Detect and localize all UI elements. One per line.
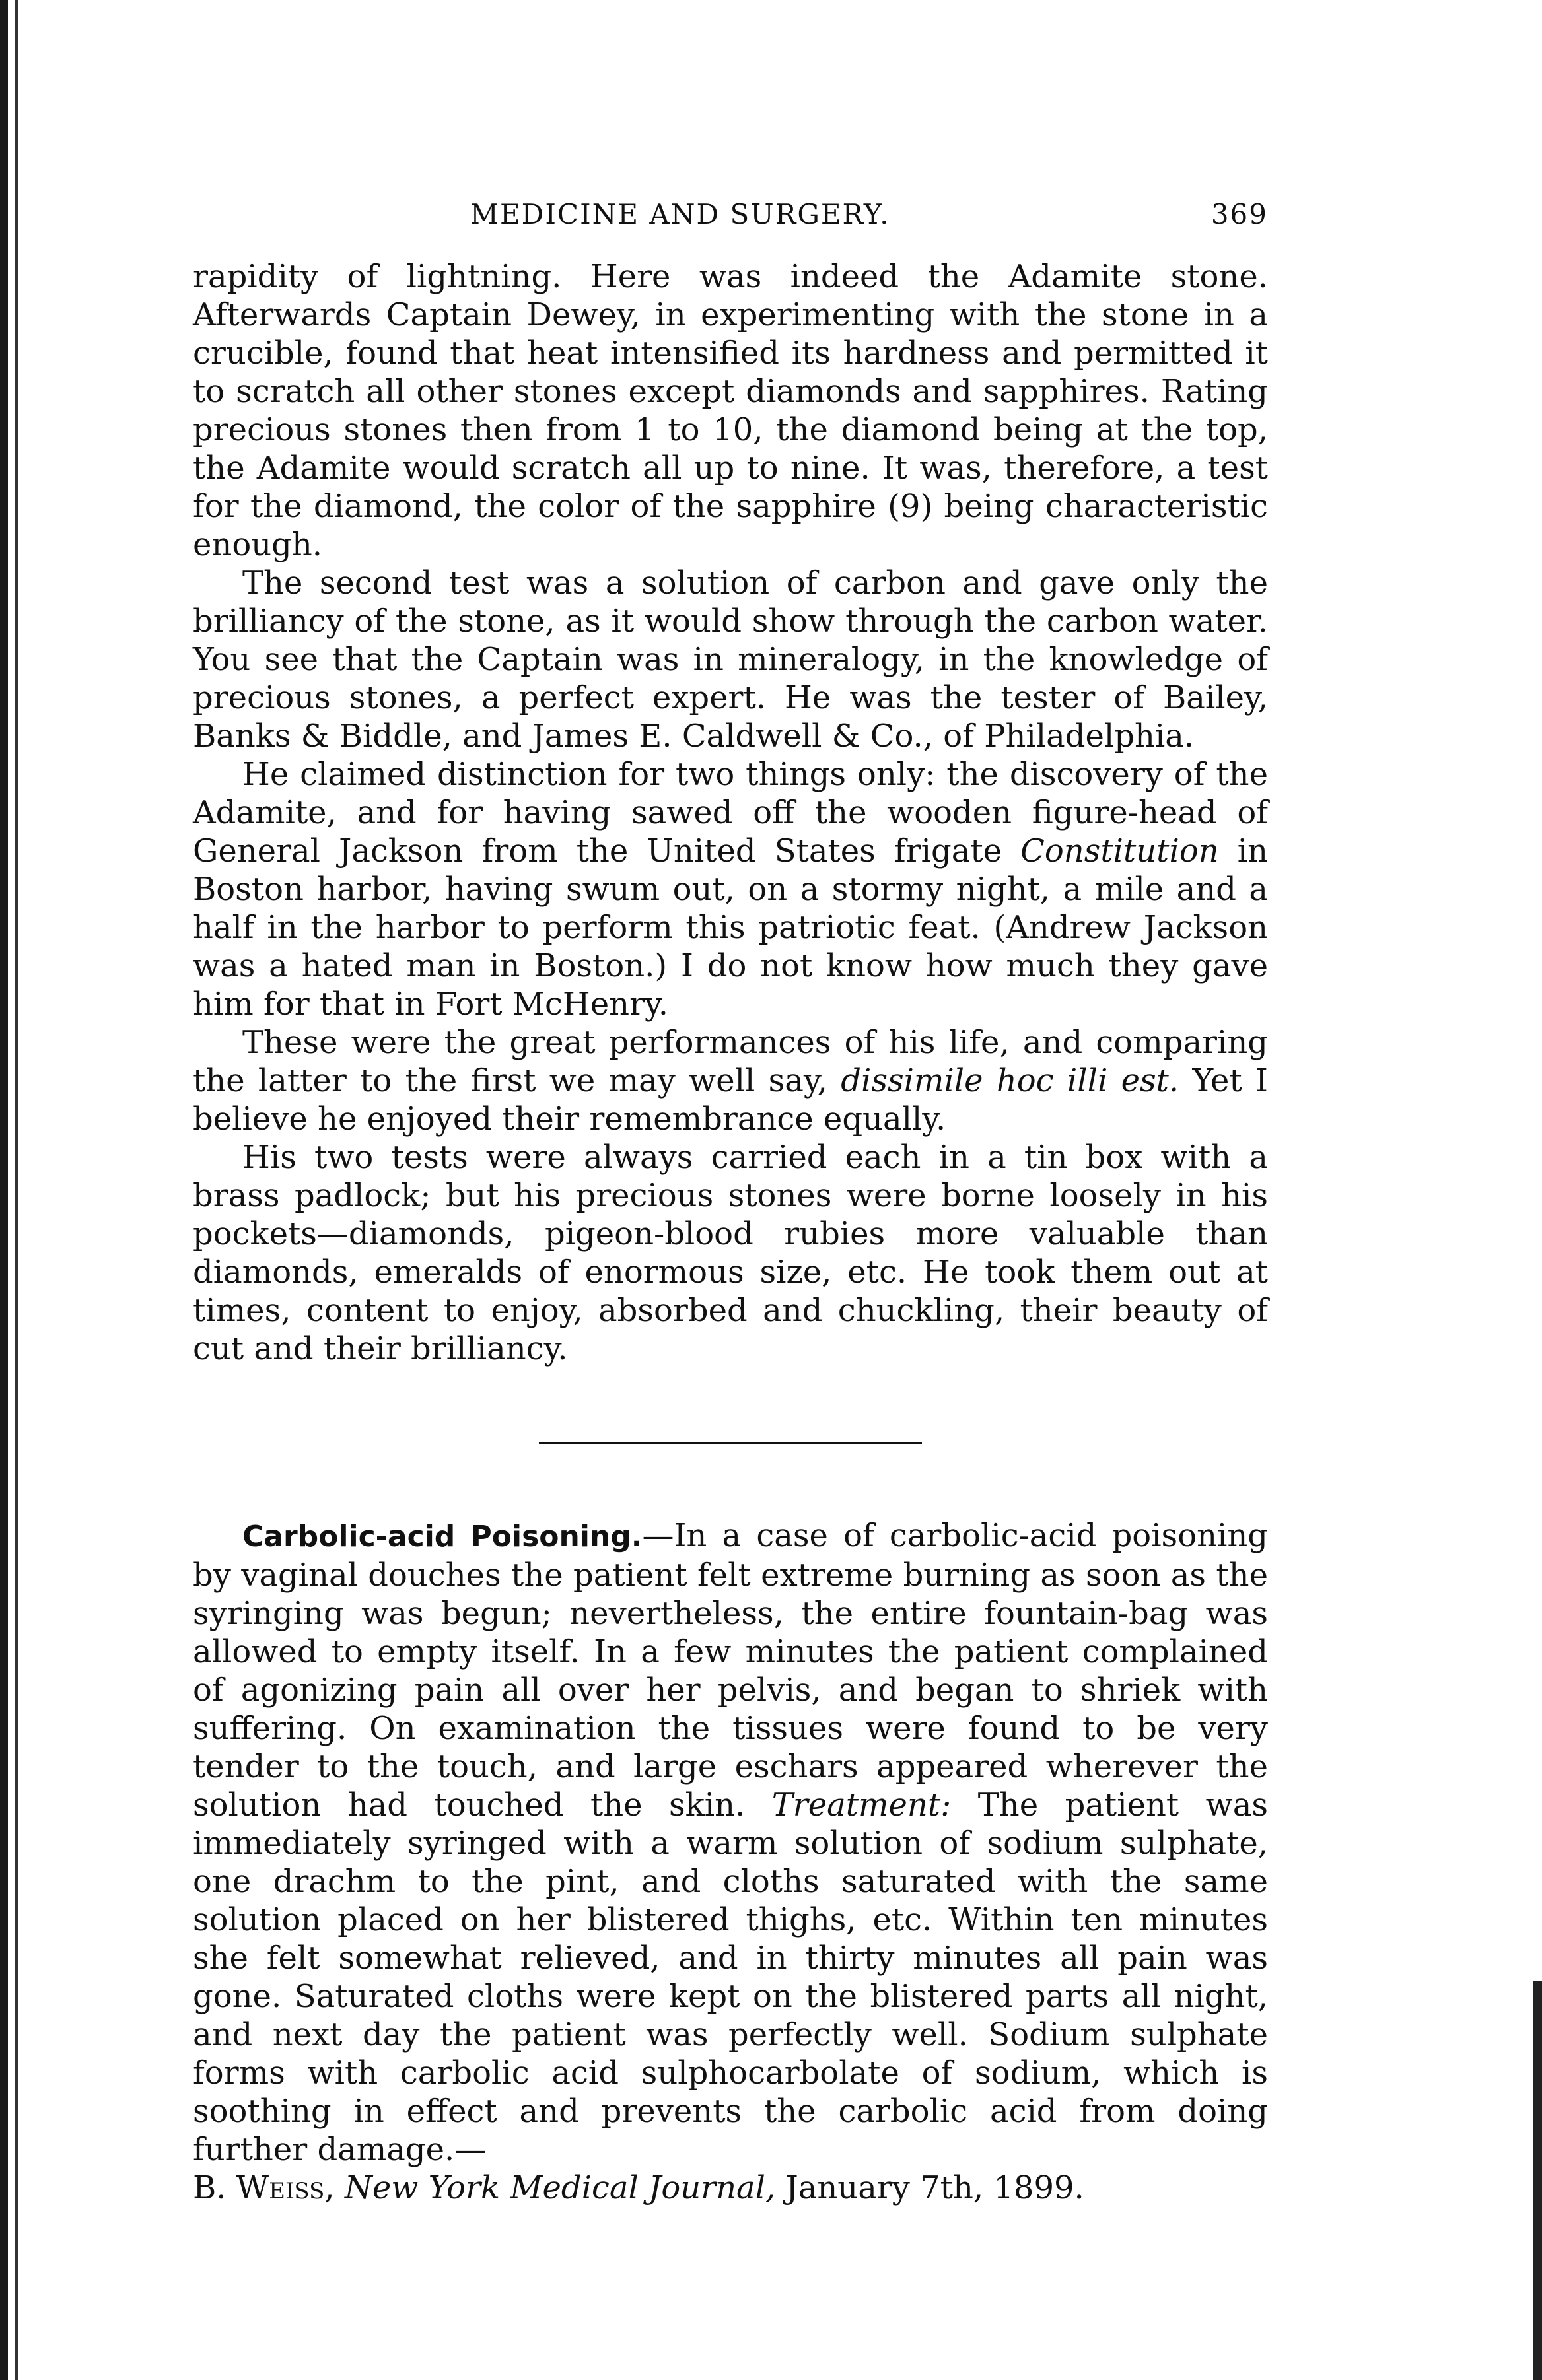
article-heading: Carbolic-acid Poisoning. (242, 1520, 643, 1553)
paragraph-text: These were the great performances of his life, and comparing the latter to the first we may well say, (193, 1024, 1268, 1099)
latin-phrase: dissimile hoc illi est. (841, 1062, 1179, 1099)
paragraph-text: in Boston harbor, having swum out, on a stormy night, a mile and a half in the harbor to perform this patriotic feat. (Andrew Jackson was a hated man in Boston.) I do not know how much they gave him for that in Fort McHenry. (193, 833, 1269, 1023)
page (193, 198, 1268, 2207)
page-number: 369 (1210, 198, 1268, 230)
section-divider (539, 1442, 922, 1444)
ship-name: Constitution (1020, 833, 1219, 869)
article-paragraph (193, 1516, 1268, 2207)
scan-edge (1533, 1981, 1542, 2380)
paragraph-text: His two tests were always carried each in a tin box with a brass padlock; but his precious stones were borne loosely in his pockets—diamonds, pigeon-blood rubies more valuable than diamonds, emeralds of enormous size, etc. He took them out at times, content to enjoy, absorbed and chuckling, their beauty of cut and their brilliancy. (193, 1139, 1268, 1367)
paragraph-text: The second test was a solution of carbon and gave only the brilliancy of the stone, as it would show through the carbon water. You see that the Captain was in mineralogy, in the knowledge of precious stones, a perfect expert. He was the tester of Bailey, Banks & Biddle, and James E. Caldwell & Co., of Philadelphia. (193, 564, 1268, 755)
paragraph-text: rapidity of lightning. Here was indeed the Adamite stone. Afterwards Captain Dewey, in experimenting with the stone in a crucible, found that heat intensified its hardness and permitted it to scratch all other stones except diamonds and sapphires. Rating precious stones then from 1 to 10, the diamond being at the top, the Adamite would scratch all up to nine. It was, therefore, a test for the diamond, the color of the sapphire (9) being characteristic enough. (193, 258, 1268, 563)
scan-edge (0, 0, 8, 2380)
paragraph (193, 564, 1268, 755)
running-header (193, 198, 1268, 257)
paragraph (193, 755, 1268, 1023)
citation-author: B. Weiss, (193, 2169, 335, 2206)
citation-journal: New York Medical Journal, (344, 2169, 776, 2206)
paragraph (193, 257, 1268, 564)
paragraph-text: Yet I believe he enjoyed their remembrance equally. (193, 1062, 1269, 1138)
paragraph (193, 1023, 1268, 1138)
paragraph (193, 1138, 1268, 1368)
paragraph-text: The patient was immediately syringed with a warm solution of sodium sulphate, one drachm to the pint, and cloths saturated with the same solution placed on her blistered thighs, etc. Within ten minutes she felt somewhat relieved, and in thirty minutes all pain was gone. Saturated cloths were kept on the blistered parts all night, and next day the patient was perfectly well. Sodium sulphate forms with carbolic acid sulphocarbolate of sodium, which is soothing in effect and prevents the carbolic acid from doing further damage.— (193, 1786, 1268, 2168)
citation-date: January 7th, 1899. (785, 2169, 1084, 2206)
scan-edge (15, 0, 18, 2380)
paragraph-text: He claimed distinction for two things only: the discovery of the Adamite, and for having sawed off the wooden figure-head of General Jackson from the United States frigate (193, 756, 1268, 869)
paragraph-text: —In a case of carbolic-acid poisoning by vaginal douches the patient felt extreme burning as soon as the syringing was begun; nevertheless, the entire fountain-bag was allowed to empty itself. In a few minutes the patient complained of agonizing pain all over her pelvis, and began to shriek with suffering. On examination the tissues were found to be very tender to the touch, and large eschars appeared wherever the solution had touched the skin. (193, 1517, 1268, 1823)
running-title: MEDICINE AND SURGERY. (470, 198, 890, 230)
treatment-label: Treatment: (771, 1786, 952, 1823)
